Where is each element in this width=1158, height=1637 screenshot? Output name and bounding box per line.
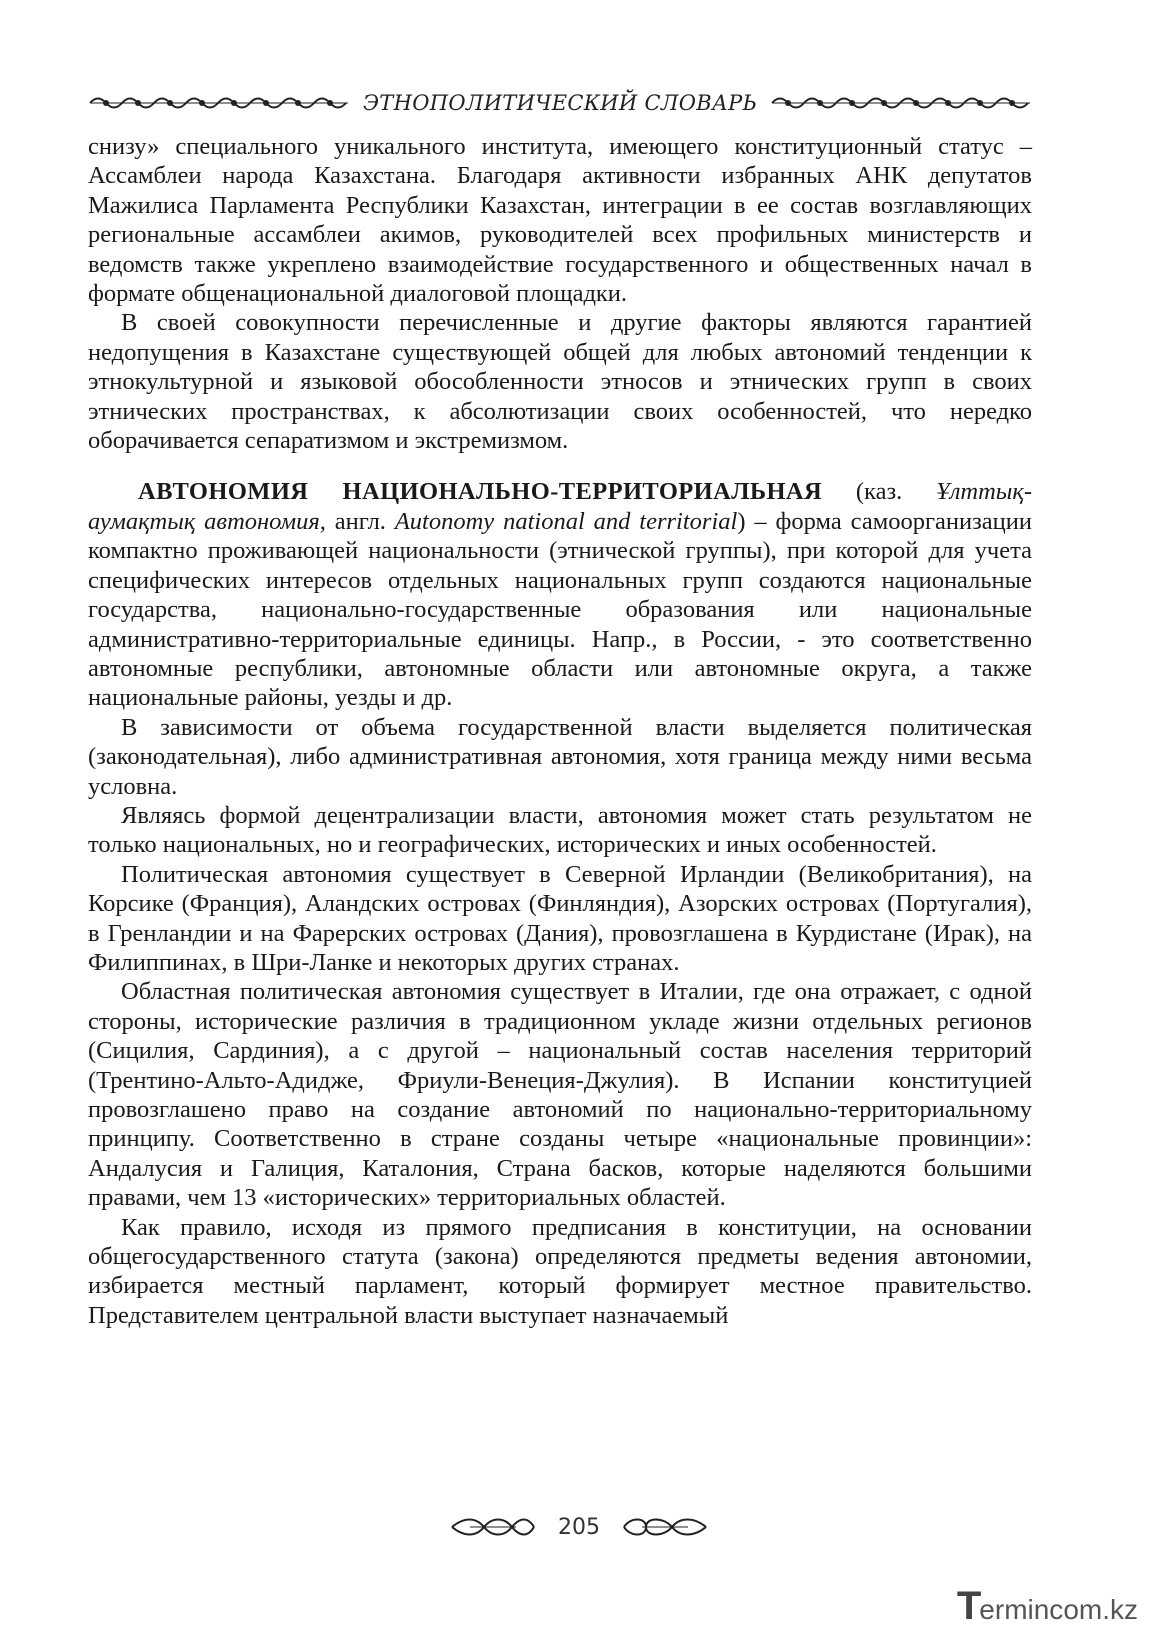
left-flourish-icon	[450, 1515, 536, 1539]
kaz-term: Ұлттық-аумақтық автономия,	[88, 478, 1032, 535]
page-number: 205	[558, 1514, 600, 1540]
running-title: ЭТНОПОЛИТИЧЕСКИЙ СЛОВАРЬ	[362, 91, 758, 115]
watermark-text: erminc	[979, 1594, 1064, 1625]
kaz-label: каз.	[864, 478, 937, 506]
paragraph: В своей совокупности перечисленные и другие факторы являются гарантией недопущения в Казахстане существующей общей для любых автономий тенденции к этнокультурной и языковой обособленности этносов и этнических групп в своих этнических пространствах, к абсолютизации своих особенностей, что нередко оборачивается сепаратизмом и экстремизмом.	[88, 309, 1032, 455]
paragraph: снизу» специального уникального института, имеющего конституционный статус – Ассамблеи народа Казахстана. Благодаря активности избранных АНК депутатов Мажилиса Парламента Республики Казахстан, интеграции в ее состав возглавляющих региональные ассамблеи акимов, руководителей всех профильных министерств и ведомств также укреплено взаимодействие государственного и общественных начал в формате общенациональной диалоговой площадки.	[88, 133, 1032, 308]
watermark-domain: m.kz	[1078, 1594, 1138, 1625]
watermark-initial: T	[956, 1584, 982, 1628]
running-header	[88, 88, 1032, 118]
entry-paren: (	[822, 478, 865, 506]
right-ornament-icon	[770, 93, 1032, 113]
entry-definition: ) – форма самоорганизации компактно проживающей национальности (этнической группы), при которой для учета специфических интересов отдельных национальных групп создаются национальные государства, национально-государственные образования или национальные административно-территориальные единицы. Напр., в России, - это соответственно автономные республики, автономные области или автономные округа, а также национальные районы, уезды и др.	[88, 507, 1032, 712]
left-ornament-icon	[88, 93, 350, 113]
paragraph: В зависимости от объема государственной власти выделяется политическая (законодательная), либо административная автономия, хотя граница между ними весьма условна.	[88, 713, 1032, 800]
entry-term: АВТОНОМИЯ НАЦИОНАЛЬНО-ТЕРРИТОРИАЛЬНАЯ	[138, 478, 823, 506]
paragraph: Областная политическая автономия существует в Италии, где она отражает, с одной стороны, исторические различия в традиционном укладе жизни отдельных регионов (Сицилия, Сардиния), а с другой – национальный состав населения территорий (Трентино-Альто-Адидже, Фриули-Венеция-Джулия). В Испании конституцией провозглашено право на создание автономий по национально-территориальному принципу. Соответственно в стране созданы четыре «национальные провинции»: Андалусия и Галиция, Каталония, Страна басков, которые наделяются большими правами, чем 13 «исторических» территориальных областей.	[88, 978, 1032, 1212]
eng-term: Autonomy national and territorial	[394, 507, 738, 535]
paragraph: Как правило, исходя из прямого предписания в конституции, на основании общегосударственного статута (закона) определяются предметы ведения автономии, избирается местный парламент, который формирует местное правительство. Представителем центральной власти выступает назначаемый	[88, 1213, 1032, 1329]
paragraph: Являясь формой децентрализации власти, автономия может стать результатом не только национальных, но и географических, исторических и иных особенностей.	[88, 801, 1032, 859]
paragraph: Политическая автономия существует в Северной Ирландии (Великобритания), на Корсике (Франция), Аландских островах (Финляндия), Азорских островах (Португалия), в Гренландии и на Фарерских островах (Дания), провозглашена в Курдистане (Ирак), на Филиппинах, в Шри-Ланке и некоторых других странах.	[88, 860, 1032, 976]
right-flourish-icon	[622, 1515, 708, 1539]
site-watermark	[957, 1584, 1138, 1629]
eng-label: англ.	[325, 507, 395, 535]
page-footer	[0, 1510, 1158, 1544]
dictionary-entry	[88, 477, 1032, 712]
watermark-o: o	[1063, 1594, 1079, 1625]
main-text	[88, 132, 1032, 1330]
